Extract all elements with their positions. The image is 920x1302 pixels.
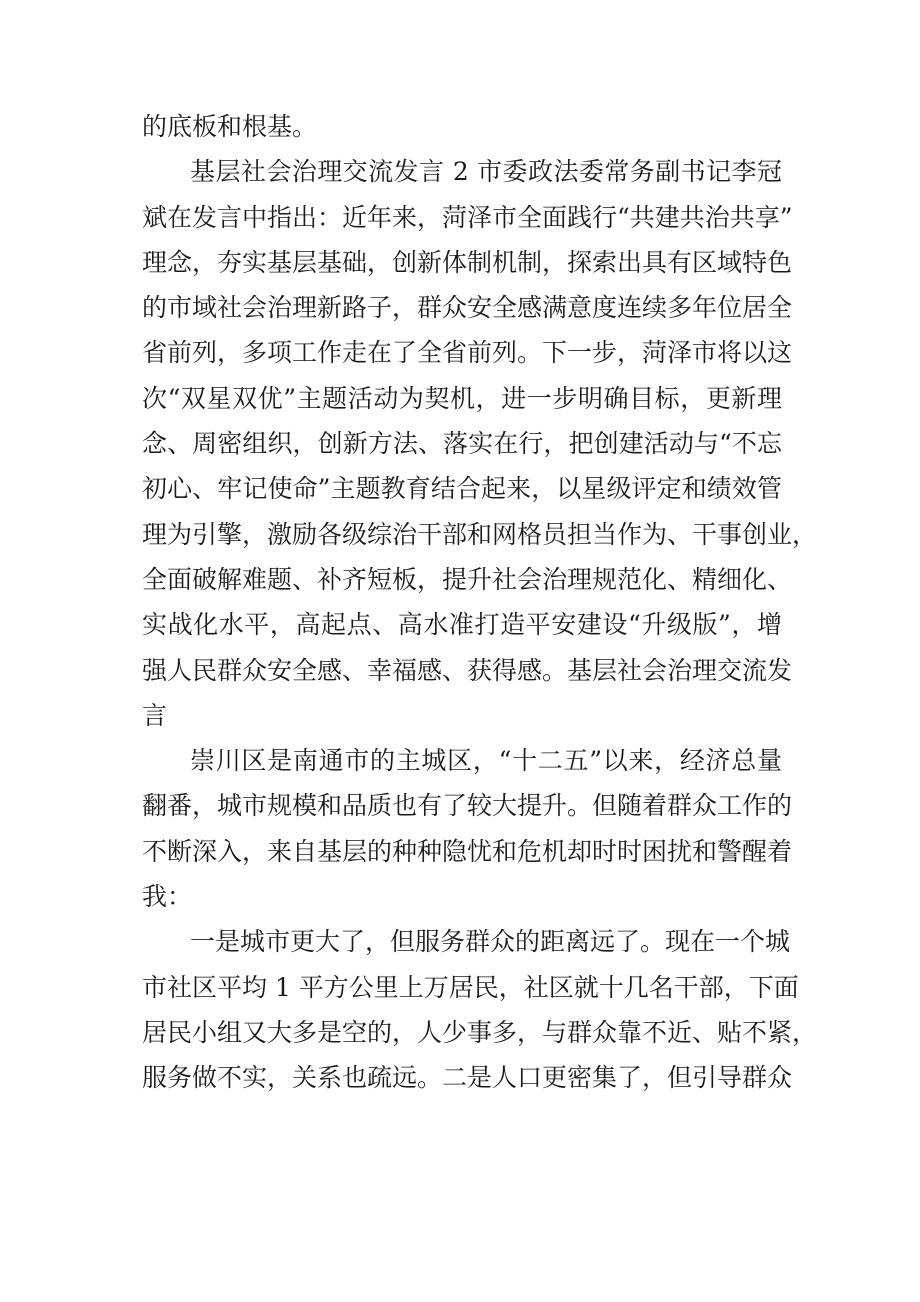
- text-line: 言: [142, 700, 168, 730]
- text-line: 全面破解难题、补齐短板，提升社会治理规范化、精细化、: [142, 564, 793, 594]
- text-line: 居民小组又大多是空的，人少事多，与群众靠不近、贴不紧，: [142, 1017, 818, 1047]
- text-line: 我：: [142, 882, 193, 912]
- text-line: 理为引擎，激励各级综治干部和网格员担当作为、干事创业，: [142, 519, 818, 549]
- text-line: 不断深入，来自基层的种种隐忧和危机却时时困扰和警醒着: [142, 836, 793, 866]
- text-line: 崇川区是南通市的主城区，“十二五”以来，经济总量: [190, 746, 782, 776]
- text-line: 次“双星双优”主题活动为契机，进一步明确目标，更新理: [142, 383, 782, 413]
- text-line: 一是城市更大了，但服务群众的距离远了。现在一个城: [190, 927, 791, 957]
- text-line: 的市域社会治理新路子，群众安全感满意度连续多年位居全: [142, 293, 793, 323]
- text-line: 市社区平均 1 平方公里上万居民，社区就十几名干部，下面: [142, 972, 799, 1002]
- text-line: 的底板和根基。: [142, 112, 318, 141]
- text-line: 念、周密组织，创新方法、落实在行，把创建活动与“不忘: [142, 429, 782, 459]
- text-line: 斌在发言中指出：近年来，菏泽市全面践行“共建共治共享”: [142, 202, 793, 232]
- text-line: 翻番，城市规模和品质也有了较大提升。但随着群众工作的: [142, 791, 793, 821]
- text-line: 省前列，多项工作走在了全省前列。下一步，菏泽市将以这: [142, 338, 793, 368]
- text-line: 实战化水平，高起点、高水准打造平安建设“升级版”，增: [142, 610, 782, 640]
- text-line: 服务做不实，关系也疏远。二是人口更密集了，但引导群众: [142, 1063, 793, 1093]
- text-line: 强人民群众安全感、幸福感、获得感。基层社会治理交流发: [142, 655, 793, 685]
- document-body: [142, 104, 818, 1101]
- text-line: 初心、牢记使命”主题教育结合起来，以星级评定和绩效管: [142, 474, 782, 504]
- text-line: 理念，夯实基层基础，创新体制机制，探索出具有区域特色: [142, 247, 793, 277]
- text-line: 基层社会治理交流发言 2 市委政法委常务副书记李冠: [190, 157, 782, 187]
